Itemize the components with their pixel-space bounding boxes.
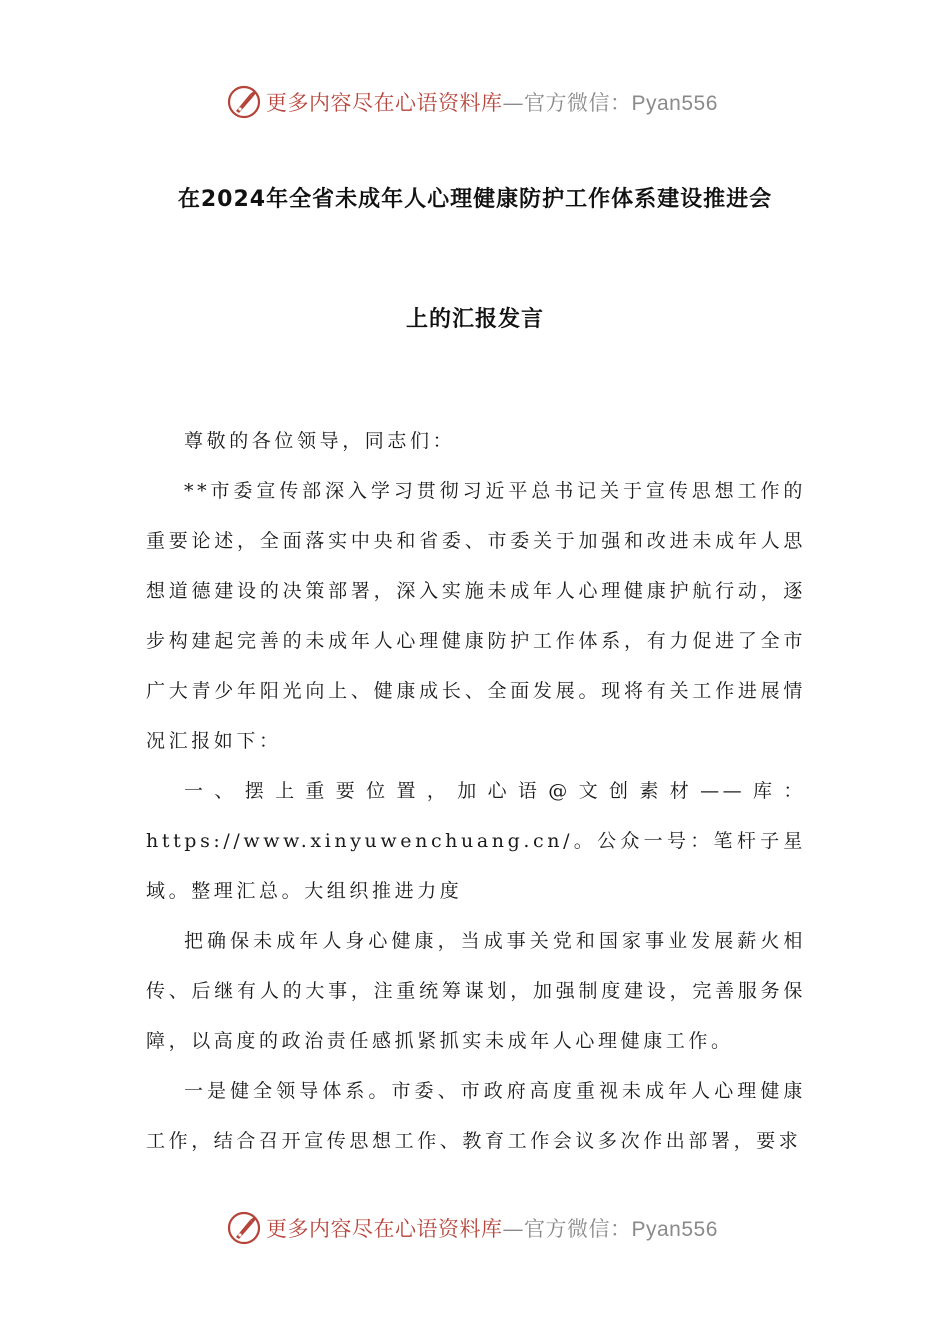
watermark-text: [266, 1213, 718, 1243]
watermark-main: 更多内容尽在心语资料库: [266, 91, 503, 115]
pen-nib-circle-icon: [226, 84, 262, 120]
intro-paragraph: **市委宣传部深入学习贯彻习近平总书记关于宣传思想工作的重要论述，全面落实中央和省委、市委关于加强和改进未成年人思想道德建设的决策部署，深入实施未成年人心理健康护航行动，逐步构建起完善的未成年人心理健康防护工作体系，有力促进了全市广大青少年阳光向上、健康成长、全面发展。现将有关工作进展情况汇报如下：: [146, 480, 806, 752]
body-paragraph: 一是健全领导体系。市委、市政府高度重视未成年人心理健康工作，结合召开宣传思想工作、教育工作会议多次作出部署，要求: [146, 1080, 806, 1152]
watermark-banner-top: [226, 82, 746, 122]
body-paragraph: 把确保未成年人身心健康，当成事关党和国家事业发展薪火相传、后继有人的大事，注重统筹谋划，加强制度建设，完善服务保障，以高度的政治责任感抓紧抓实未成年人心理健康工作。: [146, 930, 806, 1052]
watermark-wechat: Pyan556: [631, 92, 718, 115]
watermark-text: [266, 87, 718, 117]
watermark-label: 官方微信：: [524, 91, 632, 115]
section-heading-paragraph: 一、摆上重要位置，加心语@文创素材——库：https://www.xinyuwenchuang.cn/。公众一号：笔杆子星域。整理汇总。大组织推进力度: [146, 780, 806, 902]
watermark-dash: —: [502, 91, 524, 115]
watermark-wechat: Pyan556: [631, 1218, 718, 1241]
pen-nib-circle-icon: [226, 1210, 262, 1246]
watermark-label: 官方微信：: [524, 1217, 632, 1241]
watermark-banner-bottom: [226, 1208, 746, 1248]
document-title-line-2: 上的汇报发言: [405, 307, 544, 332]
watermark-dash: —: [502, 1217, 524, 1241]
watermark-main: 更多内容尽在心语资料库: [266, 1217, 503, 1241]
greeting-paragraph: 尊敬的各位领导，同志们：: [184, 430, 456, 452]
document-title-line-1: 在2024年全省未成年人心理健康防护工作体系建设推进会: [177, 187, 773, 212]
document-body: [146, 416, 806, 1166]
